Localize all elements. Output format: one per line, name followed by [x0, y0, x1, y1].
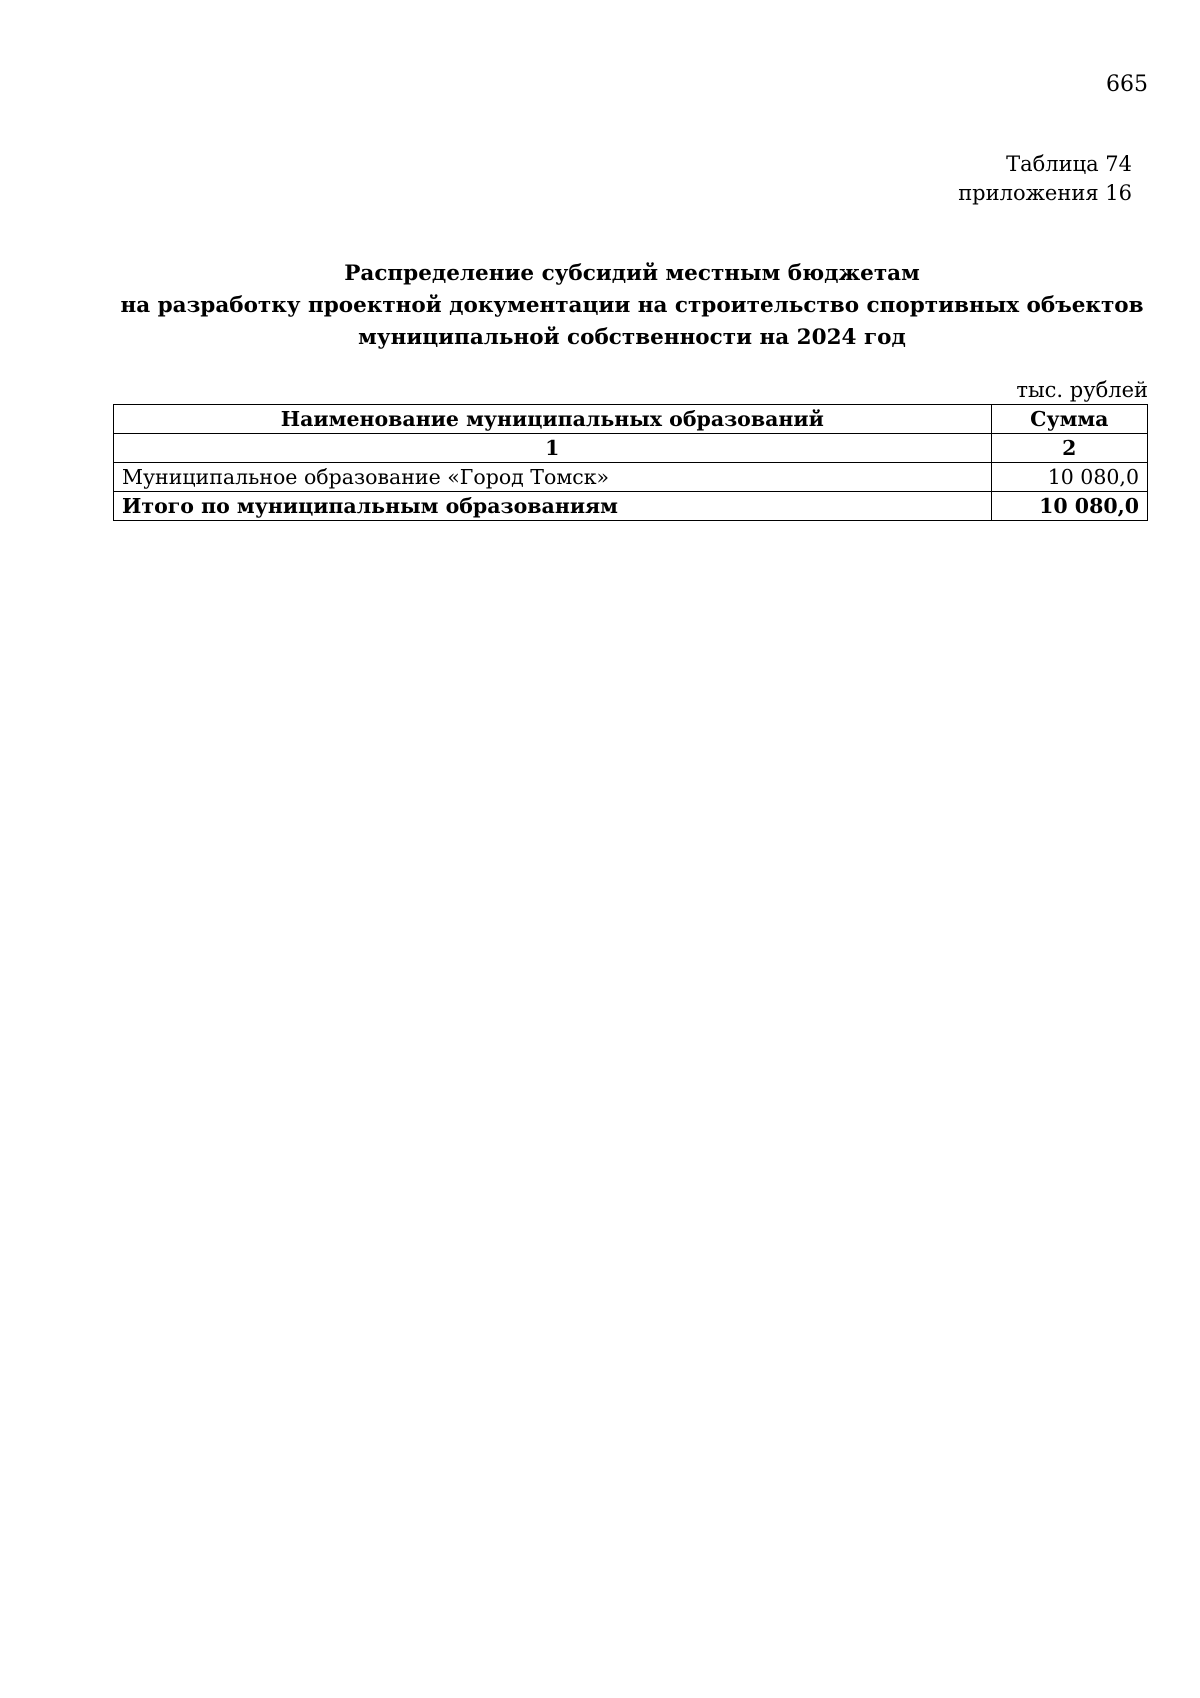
subsidies-table [113, 404, 1148, 521]
table-reference-number: Таблица 74 [1006, 152, 1132, 176]
document-title [112, 258, 1152, 354]
page-number: 665 [1106, 72, 1148, 97]
total-sum: 10 080,0 [991, 492, 1147, 521]
table-header-row [114, 405, 1148, 434]
document-title-line-3: муниципальной собственности на 2024 год [358, 325, 906, 350]
header-sum: Сумма [991, 405, 1147, 434]
column-number-name: 1 [114, 434, 992, 463]
table-reference-appendix: приложения 16 [958, 181, 1132, 205]
document-title-line-1: Распределение субсидий местным бюджетам [344, 261, 920, 286]
row-sum: 10 080,0 [991, 463, 1147, 492]
column-number-sum: 2 [991, 434, 1147, 463]
table-reference [958, 150, 1132, 208]
units-label: тыс. рублей [1016, 378, 1148, 402]
column-number-row [114, 434, 1148, 463]
header-name: Наименование муниципальных образований [114, 405, 992, 434]
total-row [114, 492, 1148, 521]
total-name: Итого по муниципальным образованиям [114, 492, 992, 521]
table-row [114, 463, 1148, 492]
document-title-line-2: на разработку проектной документации на строительство спортивных объектов [120, 293, 1144, 318]
row-name: Муниципальное образование «Город Томск» [114, 463, 992, 492]
